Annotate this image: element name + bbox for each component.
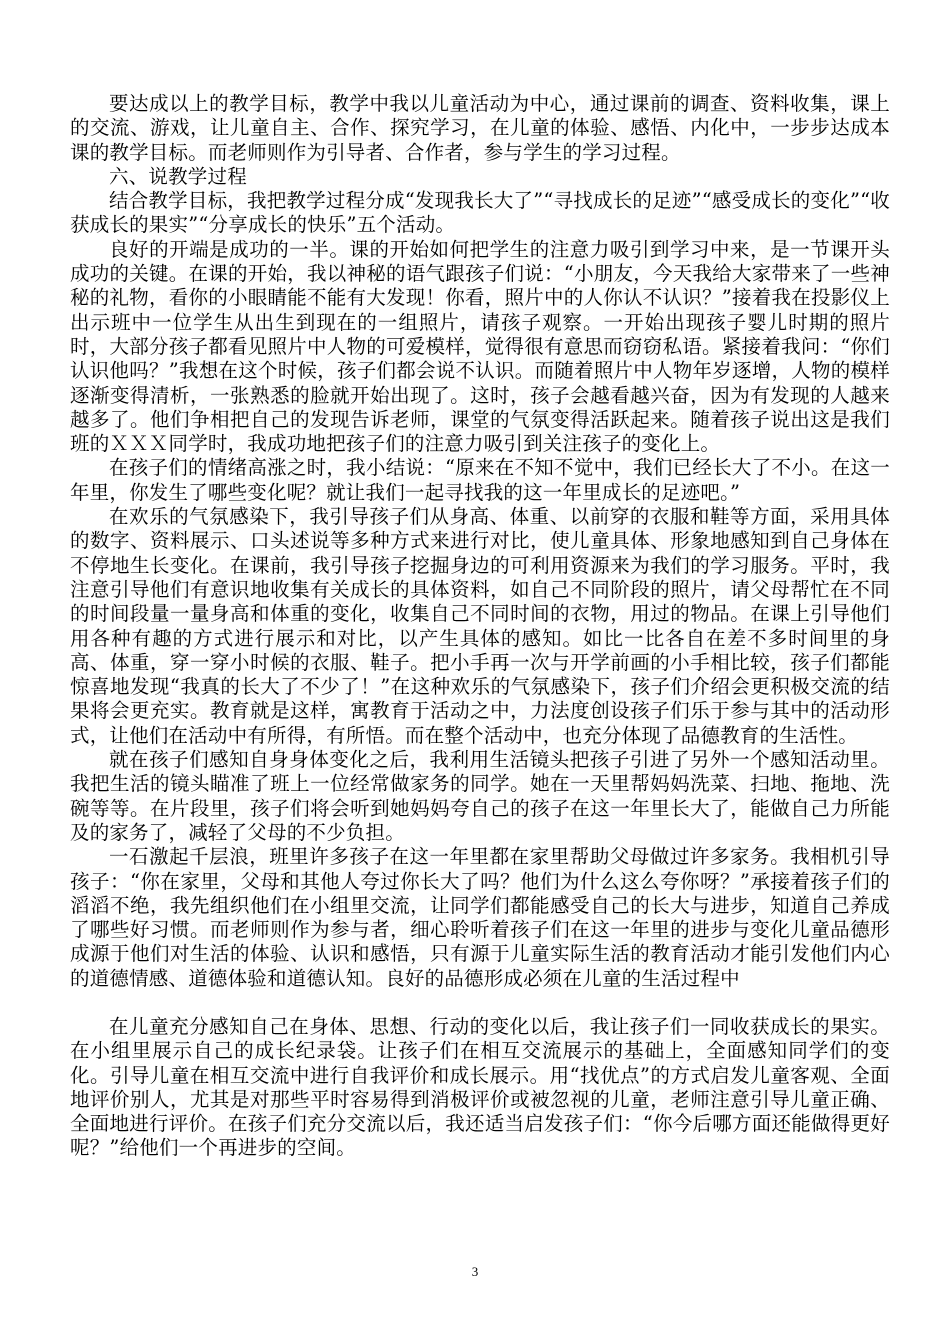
paragraph-teaching-goals: 要达成以上的教学目标，教学中我以儿童活动为中心，通过课前的调查、资料收集，课上的交流、游戏，让儿童自主、合作、探究学习，在儿童的体验、感悟、内化中，一步步达成本课的教学目标。而老师则作为引导者、合作者，参与学生的学习过程。 [70,92,890,164]
paragraph-growth-harvest: 在儿童充分感知自己在身体、思想、行动的变化以后，我让孩子们一同收获成长的果实。在小组里展示自己的成长纪录袋。让孩子们在相互交流展示的基础上，全面感知同学们的变化。引导儿童在相互交流中进行自我评价和成长展示。用“找优点”的方式启发儿童客观、全面地评价别人，尤其是对那些平时容易得到消极评价或被忽视的儿童，老师注意引导儿童正确、全面地进行评价。在孩子们充分交流以后，我还适当启发孩子们：“你今后哪方面还能做得更好呢？”给他们一个再进步的空间。 [70,1014,890,1160]
section-heading-teaching-process: 六、说教学过程 [109,164,247,188]
paragraph-life-footage: 就在孩子们感知自身身体变化之后，我利用生活镜头把孩子引进了另外一个感知活动里。我把生活的镜头瞄准了班上一位经常做家务的同学。她在一天里帮妈妈洗菜、扫地、拖地、洗碗等等。在片段里，孩子们将会听到她妈妈夸自己的孩子在这一年里长大了，能做自己力所能及的家务了，减轻了父母的不少负担。 [70,748,890,844]
paragraph-summary: 在孩子们的情绪高涨之时，我小结说：“原来在不知不觉中，我们已经长大了不小。在这一年里，你发生了哪些变化呢？就让我们一起寻找我的这一年里成长的足迹吧。” [70,456,890,504]
paragraph-housework: 一石激起千层浪，班里许多孩子在这一年里都在家里帮助父母做过许多家务。我相机引导孩子：“你在家里，父母和其他人夸过你长大了吗？他们为什么这么夸你呀？”承接着孩子们的滔滔不绝，我先组织他们在小组里交流，让同学们都能感受自己的长大与进步，知道自己养成了哪些好习惯。而老师则作为参与者，细心聆听着孩子们在这一年里的进步与变化儿童品德形成源于他们对生活的体验、认识和感悟，只有源于儿童实际生活的教育活动才能引发他们内心的道德情感、道德体验和道德认知。良好的品德形成必须在儿童的生活过程中 [70,845,890,990]
page-number: 3 [471,1264,479,1279]
paragraph-lesson-opening: 良好的开端是成功的一半。课的开始如何把学生的注意力吸引到学习中来，是一节课开头成功的关键。在课的开始，我以神秘的语气跟孩子们说：“小朋友，今天我给大家带来了一些神秘的礼物，看你的小眼睛能不能有大发现！你看，照片中的人你认不认识？”接着我在投影仪上出示班中一位学生从出生到现在的一组照片，请孩子观察。一开始出现孩子婴儿时期的照片时，大部分孩子都看见照片中人物的可爱模样，觉得很有意思而窃窃私语。紧接着我问：“你们认识他吗？”我想在这个时候，孩子们都会说不认识。而随着照片中人物年岁逐增，人物的模样逐渐变得清析，一张熟悉的脸就开始出现了。这时，孩子会越看越兴奋，因为有发现的人越来越多了。他们争相把自己的发现告诉老师，课堂的气氛变得活跃起来。随着孩子说出这是我们班的ＸＸＸ同学时，我成功地把孩子们的注意力吸引到关注孩子的变化上。 [70,237,890,456]
paragraph-activities-overview: 结合教学目标，我把教学过程分成“发现我长大了”“寻找成长的足迹”“感受成长的变化”“收获成长的果实”“分享成长的快乐”五个活动。 [70,189,890,237]
document-body [70,92,890,1161]
paragraph-body-changes: 在欢乐的气氛感染下，我引导孩子们从身高、体重、以前穿的衣服和鞋等方面，采用具体的数字、资料展示、口头述说等多种方式来进行对比，使儿童具体、形象地感知到自己身体在不停地生长变化。在课前，我引导孩子挖掘身边的可利用资源来为我们的学习服务。平时，我注意引导他们有意识地收集有关成长的具体资料，如自己不同阶段的照片，请父母帮忙在不同的时间段量一量身高和体重的变化，收集自己不同时间的衣物，用过的物品。在课上引导他们用各种有趣的方式进行展示和对比，以产生具体的感知。如比一比各自在差不多时间里的身高、体重，穿一穿小时候的衣服、鞋子。把小手再一次与开学前画的小手相比较，孩子们都能惊喜地发现“我真的长大了不少了！”在这种欢乐的气氛感染下，孩子们介绍会更积极交流的结果将会更充实。教育就是这样，寓教育于活动之中，力法度创设孩子们乐于参与其中的活动形式，让他们在活动中有所得，有所悟。而在整个活动中，也充分体现了品德教育的生活性。 [70,505,890,747]
